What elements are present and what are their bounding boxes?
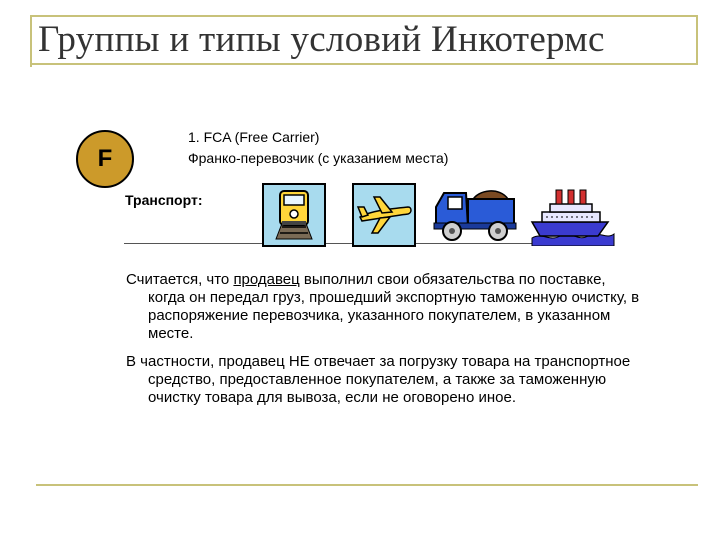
ship-icon — [528, 180, 616, 246]
badge-letter: F — [97, 145, 113, 172]
paragraph-seller-obligation — [126, 271, 642, 343]
footer-line — [36, 484, 698, 486]
term-title: 1. FCA (Free Carrier) — [188, 129, 320, 145]
paragraph1-seller-word: продавец — [233, 271, 300, 288]
transport-label: Транспорт: — [125, 192, 203, 208]
paragraph1-after: выполнил свои обязательства по поставке, когда он передал груз, прошедший экспортную таможенную очистку, в распоряжение перевозчика, указанного покупателем, в указанном месте. — [148, 271, 640, 342]
title-frame-right — [696, 15, 698, 65]
title-frame-bottom — [30, 63, 698, 65]
paragraph-seller-not-responsible: В частности, продавец НЕ отвечает за погрузку товара на транспортное средство, предоставленное покупателем, а также за таможенную очистку товара для вывоза, если не оговорено иное. — [126, 353, 631, 406]
airplane-icon — [352, 183, 416, 247]
train-icon — [262, 183, 326, 247]
title-frame-top — [30, 15, 698, 17]
term-subtitle: Франко-перевозчик (с указанием места) — [188, 150, 449, 166]
title-frame-left — [30, 15, 32, 67]
group-badge — [76, 130, 134, 188]
paragraph1-before: Считается, что — [126, 271, 234, 288]
truck-icon — [430, 183, 520, 245]
slide-title: Группы и типы условий Инкотермс — [38, 19, 605, 60]
